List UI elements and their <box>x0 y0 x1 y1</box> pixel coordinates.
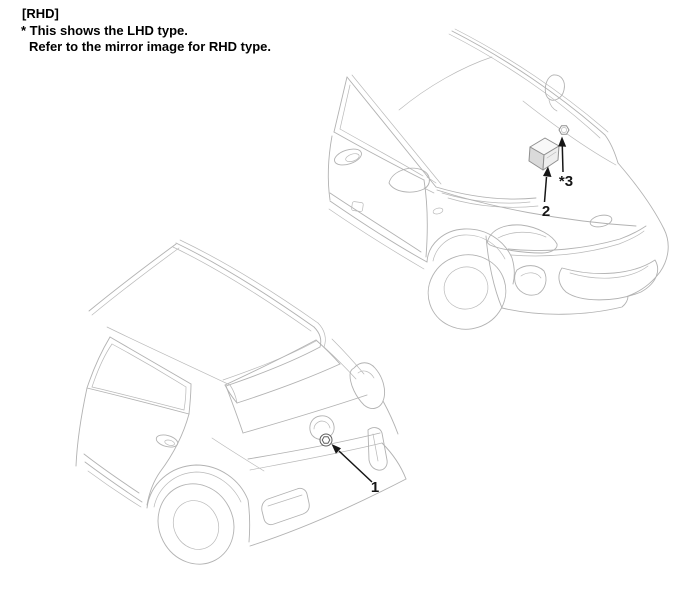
tail-lamp <box>350 363 385 409</box>
tailgate-switch-1 <box>320 434 332 446</box>
callout-3-label: *3 <box>558 173 574 190</box>
side-mirror <box>389 168 436 193</box>
callout-1-label: 1 <box>370 479 380 496</box>
bolt-3-nut <box>559 126 569 135</box>
callout-3-arrow <box>558 137 566 173</box>
front-door-handle <box>333 146 364 168</box>
front-bumper <box>486 229 668 314</box>
rear-roof <box>89 240 325 347</box>
front-vehicle-illustration <box>328 29 668 339</box>
side-repeater-lamp <box>432 207 443 215</box>
reflector-left <box>262 488 310 524</box>
note-line-1: * This shows the LHD type. <box>21 23 188 38</box>
callout-2-label: 2 <box>541 203 551 220</box>
rear-door-window <box>87 337 191 414</box>
rear-backlight <box>225 340 340 403</box>
front-grille <box>508 226 646 256</box>
kia-badge <box>589 213 613 228</box>
fog-lamp <box>515 266 546 296</box>
rear-vehicle-illustration <box>76 240 406 578</box>
door-detail-plate <box>351 201 363 211</box>
drive-type-tag: [RHD] <box>22 6 59 21</box>
note-line-2: Refer to the mirror image for RHD type. <box>29 39 271 54</box>
rear-door-handle <box>155 433 179 449</box>
front-roof-and-pillars <box>347 29 618 187</box>
callout-2-arrow <box>543 167 552 203</box>
module-2-box <box>529 138 559 170</box>
rear-door-panel <box>76 388 189 507</box>
front-wheel <box>418 229 515 339</box>
rear-spoiler-edge <box>107 327 320 403</box>
rear-wheel <box>144 465 250 578</box>
